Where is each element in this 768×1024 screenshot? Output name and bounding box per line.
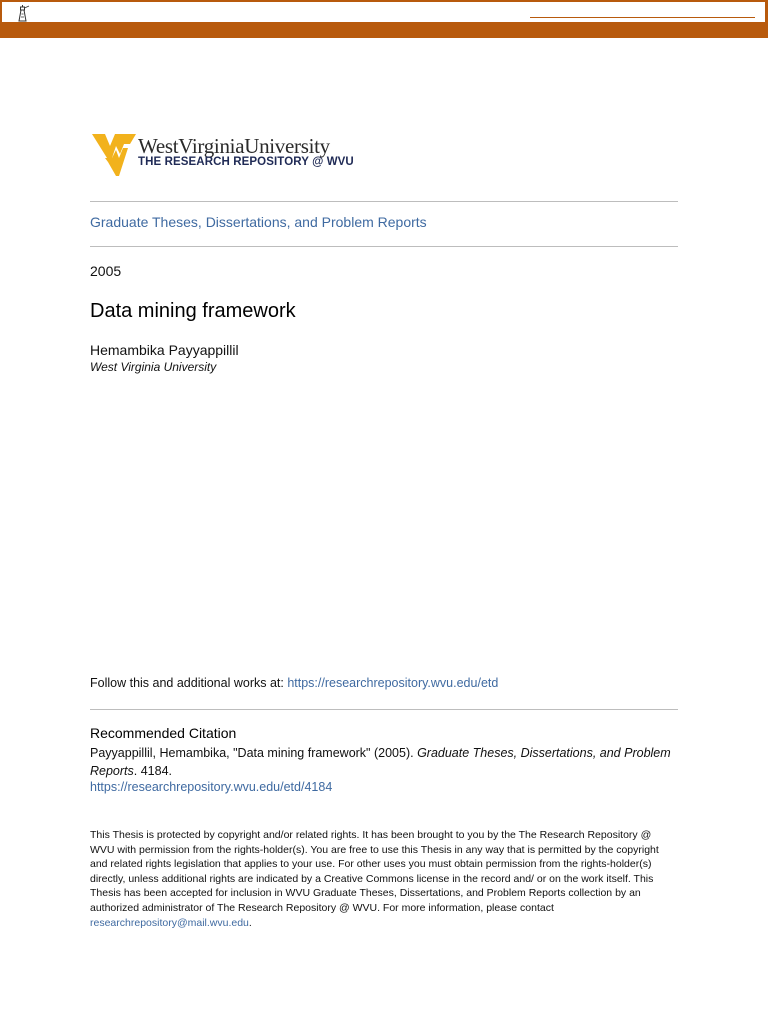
series-link[interactable]: Graduate Theses, Dissertations, and Problem Reports [90,214,427,230]
rights-end: . [248,916,252,929]
contact-email-link[interactable]: researchrepository@mail.wvu.edu [90,916,249,929]
follow-line [90,676,498,690]
author-affiliation: West Virginia University [90,360,217,374]
university-name: WestVirginiaUniversity [138,134,330,158]
publication-year: 2005 [90,263,122,279]
header-search-underline[interactable] [530,17,755,18]
follow-link[interactable]: https://researchrepository.wvu.edu/etd [287,676,499,690]
citation-link[interactable]: https://researchrepository.wvu.edu/etd/4184 [90,780,333,794]
divider [90,246,678,247]
header-strip [1,1,766,23]
repository-name: THE RESEARCH REPOSITORY @ WVU [138,156,354,168]
divider [90,709,678,710]
citation-heading: Recommended Citation [90,725,237,741]
rights-statement [90,828,670,930]
citation-body: Payyappillil, Hemambika, "Data mining framework" (2005). [90,746,418,760]
flying-wv-icon [92,132,138,180]
follow-text: Follow this and additional works at: [90,676,288,690]
rights-text: This Thesis is protected by copyright and/or related rights. It has been brought to you by the The Research Repository @ WVU with permission from the rights-holder(s). You are free to use this Thesis in any way that is permitted by the copyright and related rights legislation that applies to your use. For other uses you must obtain permission from the rights-holder(s) directly, unless additional rights are indicated by a Creative Commons license in the record and/ or on the work itself. This Thesis has been accepted for inclusion in WVU Graduate Theses, Dissertations, and Problem Reports collection by an authorized administrator of The Research Repository @ WVU. For more information, please contact [90,829,659,914]
document-title: Data mining framework [90,300,296,322]
header-bar [0,0,768,38]
lighthouse-icon[interactable] [14,4,30,22]
citation-text [90,744,680,780]
citation-journal: Graduate Theses, Dissertations, and Problem Reports [90,746,671,778]
divider [90,201,678,202]
citation-number: . 4184. [133,764,173,778]
author-name: Hemambika Payyappillil [90,342,239,358]
